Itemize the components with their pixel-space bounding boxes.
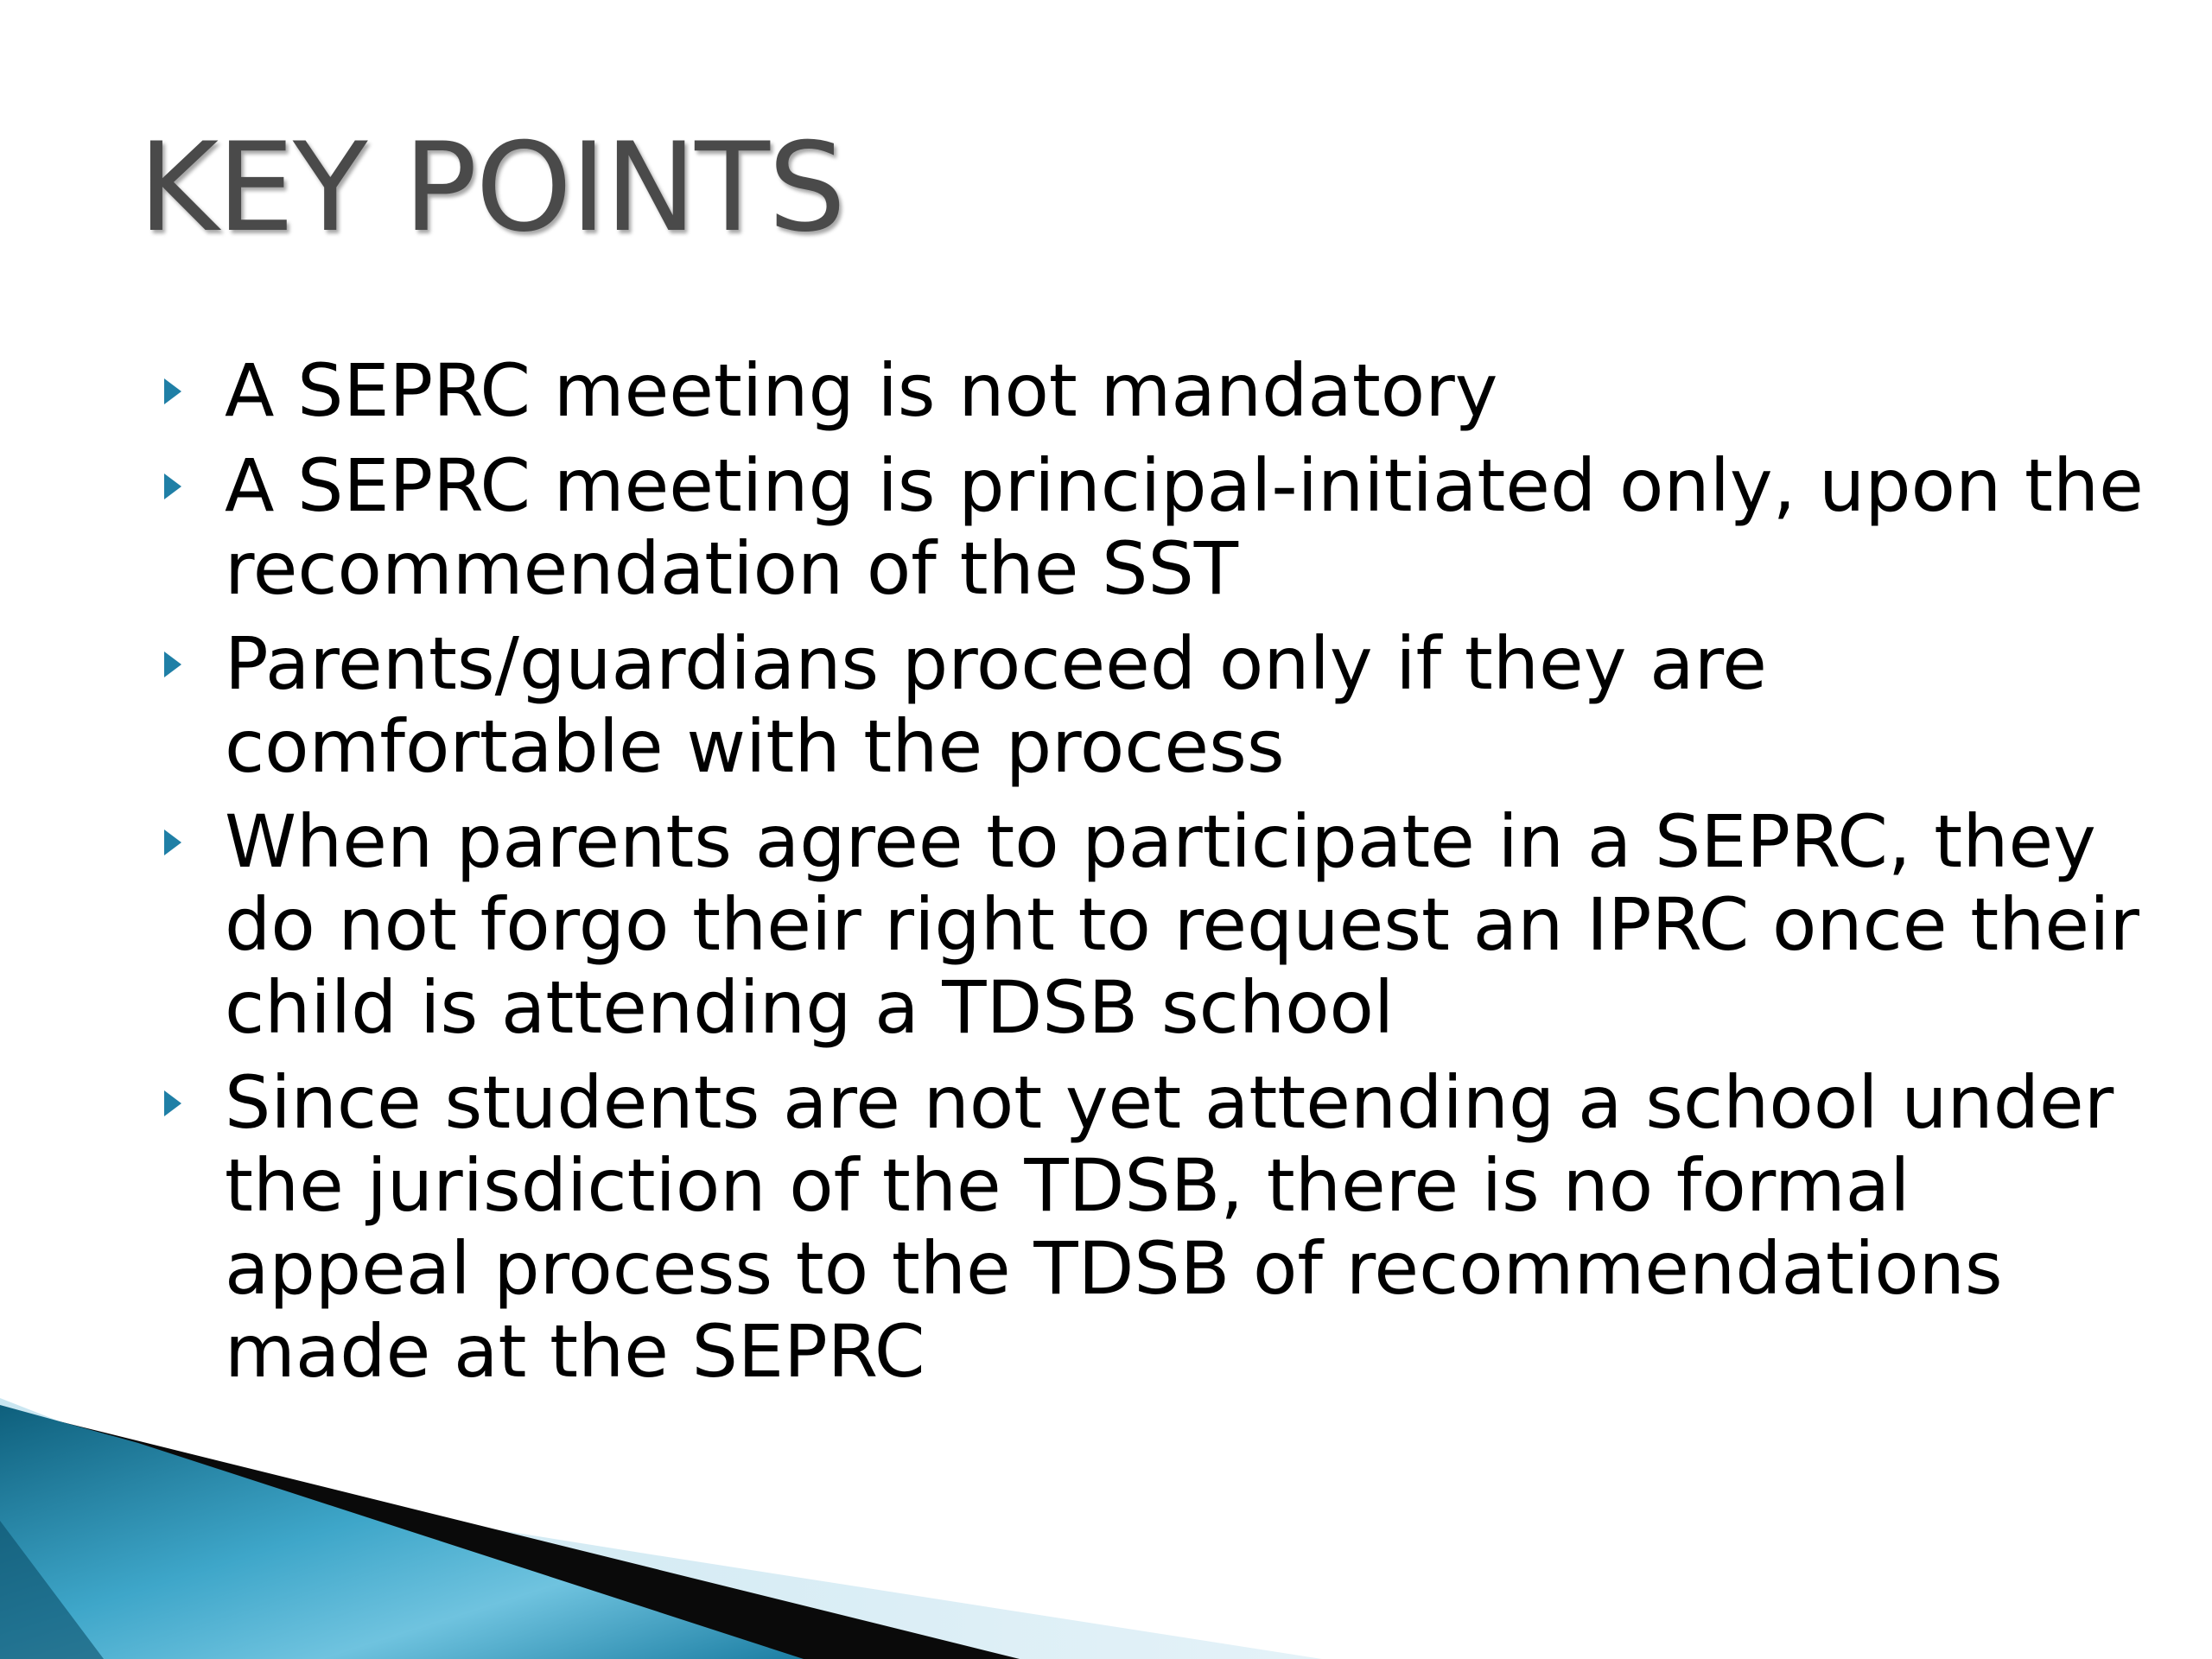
list-item (161, 800, 2174, 1049)
bullet-text: Parents/guardians proceed only if they are comfortable with the process (225, 621, 1767, 789)
triangle-right-icon (164, 474, 181, 499)
list-item (161, 349, 2174, 432)
bullet-text: A SEPRC meeting is not mandatory (225, 348, 1498, 433)
list-item (161, 622, 2174, 788)
bullet-text: A SEPRC meeting is principal-initiated only, upon the recommendation of the SST (225, 443, 2144, 611)
triangle-right-icon (164, 1090, 181, 1116)
list-item (161, 1061, 2174, 1393)
bullet-text: Since students are not yet attending a school under the jurisdiction of the TDSB, there is no formal appeal process to the TDSB of recommendations made at the SEPRC (225, 1060, 2114, 1394)
triangle-right-icon (164, 652, 181, 677)
triangle-right-icon (164, 830, 181, 855)
list-item (161, 444, 2174, 610)
bullet-text: When parents agree to participate in a SEPRC, they do not forgo their right to request an IPRC once their child is attending a TDSB school (225, 799, 2139, 1050)
slide-title: KEY POINTS (138, 117, 845, 259)
bullet-list (161, 349, 2174, 1405)
triangle-right-icon (164, 378, 181, 404)
